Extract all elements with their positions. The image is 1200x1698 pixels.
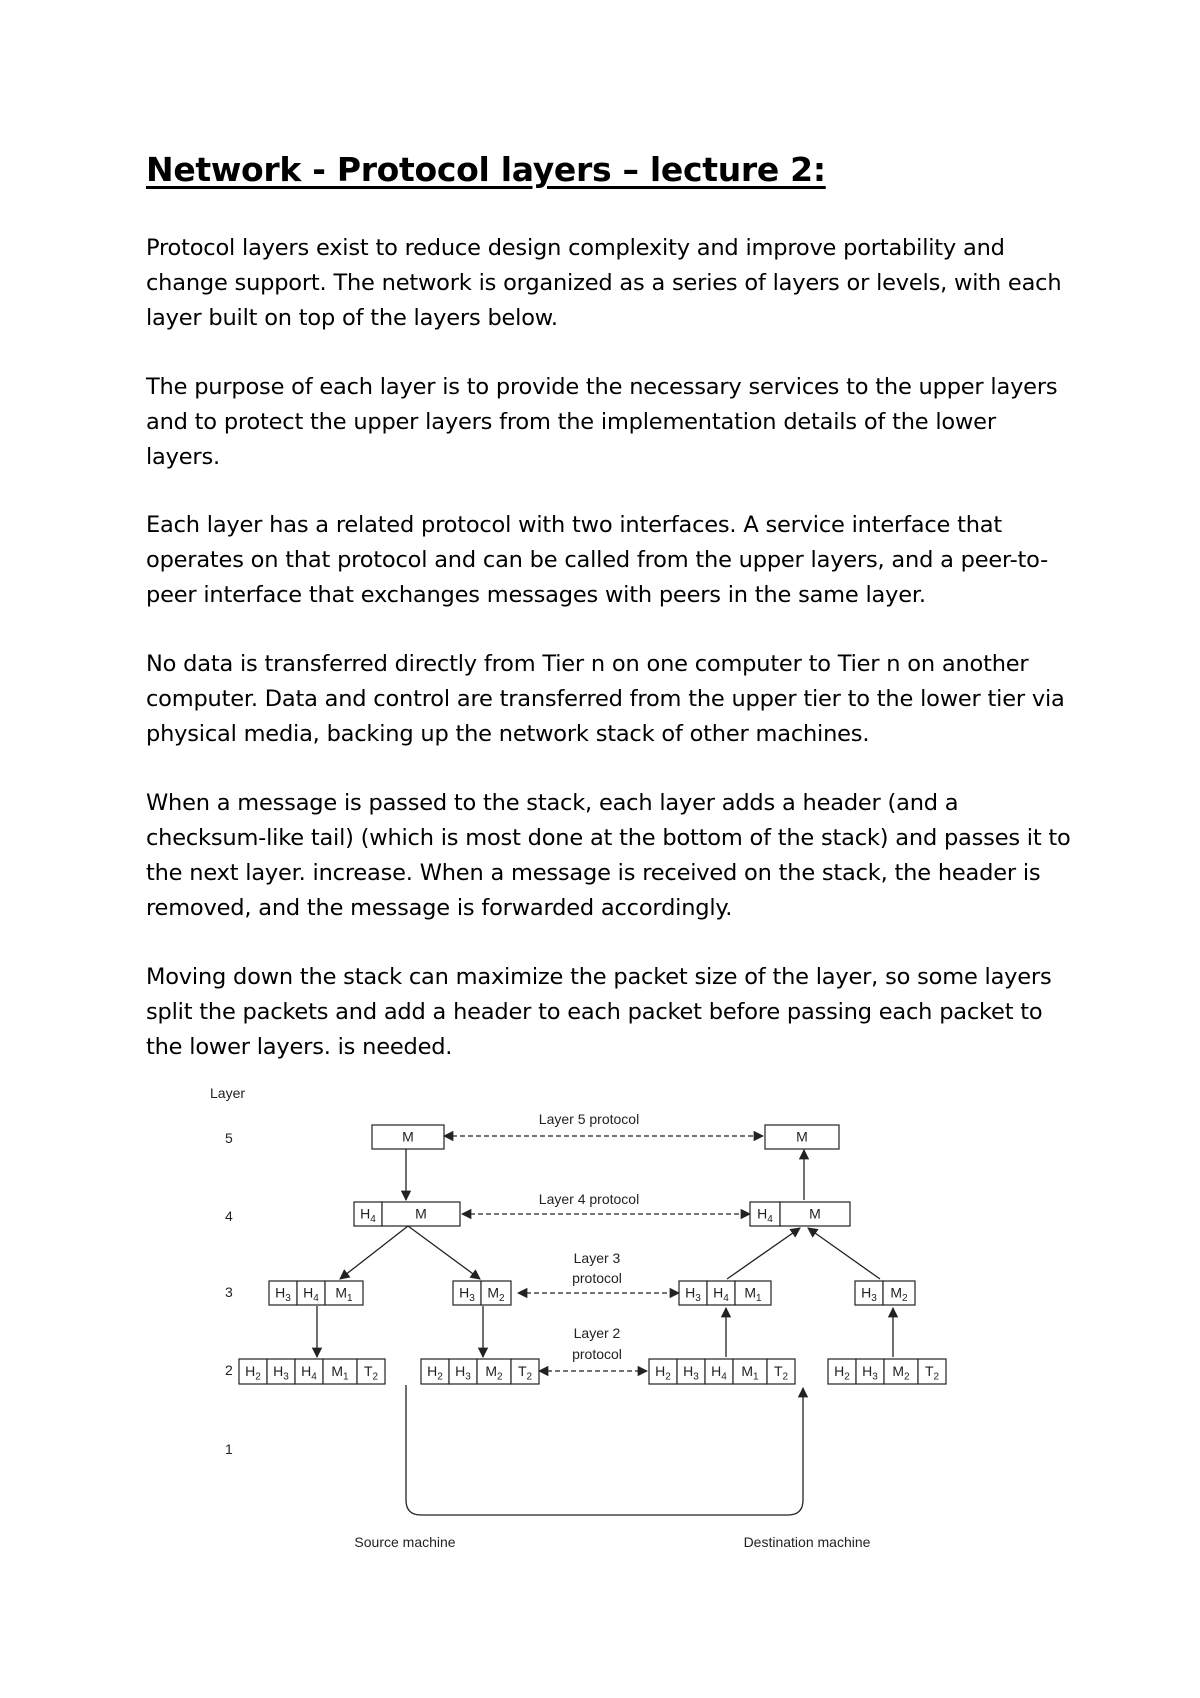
cells-l2-dst-b: [828, 1359, 946, 1384]
cell-label: $H_2$: [834, 1363, 850, 1383]
paragraph-1: Protocol layers exist to reduce design complexity and improve portability and change support. The network is organized as a series of layers or levels, with each layer built on top of the layers below.: [146, 235, 1062, 331]
cell-label: $T_2$: [924, 1363, 940, 1383]
cell-label: $H_3$: [455, 1363, 471, 1383]
cell-label: $M_2$: [487, 1284, 505, 1304]
cell-label: $T_2$: [773, 1363, 789, 1383]
cell-label: $H_3$: [273, 1363, 289, 1383]
layer3-protocol-label-line1: Layer 3: [573, 1250, 621, 1266]
layer-number-3: 3: [225, 1284, 233, 1300]
cells-l4-dst: [750, 1202, 850, 1226]
cell-label: $M_2$: [892, 1363, 910, 1383]
layer-number-4: 4: [225, 1208, 233, 1224]
layer4-protocol-label: Layer 4 protocol: [538, 1191, 640, 1207]
cells-l2-src-b: [421, 1359, 539, 1384]
cell-label: M: [809, 1205, 821, 1222]
cell-label: $H_3$: [685, 1284, 701, 1304]
arrow-dst-3a-to-4: [727, 1228, 800, 1279]
cell-label: $H_4$: [303, 1284, 319, 1304]
cells-l4-src: [354, 1202, 460, 1226]
cells-l5-src: [372, 1125, 444, 1149]
layer-heading: Layer: [210, 1085, 246, 1101]
cell-label: $M_1$: [331, 1363, 349, 1383]
cell-label: $H_3$: [683, 1363, 699, 1383]
cell-label: $H_4$: [757, 1205, 773, 1225]
document-title: Network - Protocol layers – lecture 2:: [146, 150, 826, 189]
cell-label: $H_4$: [711, 1363, 727, 1383]
cell-label: M: [796, 1128, 808, 1145]
cell-label: $M_1$: [744, 1284, 762, 1304]
destination-machine-label: Destination machine: [743, 1534, 871, 1550]
cells-l3-src-b: [453, 1281, 511, 1305]
protocol-layers-diagram: [200, 1080, 980, 1560]
cell-label: $H_2$: [427, 1363, 443, 1383]
cell-label: $T_2$: [517, 1363, 533, 1383]
cell-label: $M_2$: [890, 1284, 908, 1304]
cell-label: M: [402, 1128, 414, 1145]
layer-number-1: 1: [225, 1441, 233, 1457]
cell-label: M: [415, 1205, 427, 1222]
cell-label: $M_1$: [335, 1284, 353, 1304]
cell-label: $H_3$: [275, 1284, 291, 1304]
cell-label: $H_4$: [360, 1205, 376, 1225]
cell-label: $M_2$: [485, 1363, 503, 1383]
physical-medium-path: [406, 1385, 803, 1515]
arrow-dst-3b-to-4: [808, 1228, 880, 1279]
cells-l3-dst-b: [855, 1281, 915, 1305]
diagram-canvas: [200, 1080, 980, 1560]
cell-label: $H_3$: [862, 1363, 878, 1383]
cell-label: $H_4$: [713, 1284, 729, 1304]
source-machine-label: Source machine: [354, 1534, 456, 1550]
cells-l3-src-a: [269, 1281, 363, 1305]
cells-l2-src-a: [239, 1359, 385, 1384]
cell-label: $M_1$: [741, 1363, 759, 1383]
arrow-src-4-to-3b: [408, 1226, 480, 1279]
cell-label: $H_2$: [655, 1363, 671, 1383]
layer5-protocol-label: Layer 5 protocol: [538, 1111, 640, 1127]
paragraph-3: Each layer has a related protocol with two interfaces. A service interface that operates on that protocol and can be called from the upper layers, and a peer-to-peer interface that exchanges messages with peers in the same layer.: [146, 512, 1049, 608]
arrow-src-4-to-3a: [340, 1226, 408, 1279]
cell-label: $H_3$: [861, 1284, 877, 1304]
layer-number-2: 2: [225, 1362, 233, 1378]
cells-l5-dst: [765, 1125, 839, 1149]
cell-label: $T_2$: [363, 1363, 379, 1383]
paragraph-5: When a message is passed to the stack, each layer adds a header (and a checksum-like tail) (which is most done at the bottom of the stack) and passes it to the next layer. increase. When a message is received on the stack, the header is removed, and the message is forwarded accordingly.: [146, 790, 1071, 921]
cell-label: $H_3$: [459, 1284, 475, 1304]
layer2-protocol-label-line2: protocol: [572, 1346, 622, 1362]
cell-label: $H_2$: [245, 1363, 261, 1383]
layer-number-5: 5: [225, 1130, 233, 1146]
layer2-protocol-label-line1: Layer 2: [573, 1325, 621, 1341]
paragraph-2: The purpose of each layer is to provide the necessary services to the upper layers and to protect the upper layers from the implementation details of the lower layers.: [146, 374, 1058, 470]
layer3-protocol-label-line2: protocol: [572, 1270, 622, 1286]
cells-l2-dst-a: [649, 1359, 795, 1384]
paragraph-6: Moving down the stack can maximize the packet size of the layer, so some layers split the packets and add a header to each packet before passing each packet to the lower layers. is needed.: [146, 964, 1052, 1060]
paragraph-4: No data is transferred directly from Tier n on one computer to Tier n on another computer. Data and control are transferred from the upper tier to the lower tier via physical media, backing up the network stack of other machines.: [146, 651, 1065, 747]
cell-label: $H_4$: [301, 1363, 317, 1383]
cells-l3-dst-a: [679, 1281, 771, 1305]
